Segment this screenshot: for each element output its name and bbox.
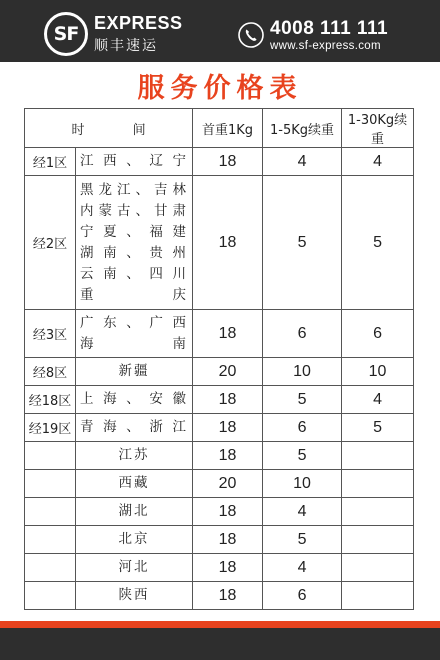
first-weight-price: 18: [193, 176, 263, 310]
region-cell: [76, 442, 193, 470]
zone-cell: 经8区: [25, 358, 76, 386]
footer-band: [0, 624, 440, 660]
region-line: 新疆: [118, 363, 150, 379]
additional-1-30kg-price: [342, 442, 414, 470]
zone-cell: [25, 582, 76, 610]
first-weight-price: 18: [193, 526, 263, 554]
additional-1-30kg-price: [342, 470, 414, 498]
header-additional-1-30kg: 1-30Kg续重: [342, 109, 414, 148]
first-weight-price: 18: [193, 442, 263, 470]
header-time: 时 间: [25, 109, 193, 148]
table-row: [25, 582, 414, 610]
phone-icon: [238, 22, 264, 48]
website-url: www.sf-express.com: [270, 40, 381, 52]
region-line: 湖北: [118, 503, 150, 519]
price-table: [24, 108, 414, 610]
additional-1-30kg-price: 10: [342, 358, 414, 386]
header-first-weight: 首重1Kg: [193, 109, 263, 148]
zone-cell: 经2区: [25, 176, 76, 310]
brand-name-cn: 顺丰速运: [94, 38, 158, 54]
region-line: 海南: [80, 335, 189, 352]
region-line: 江苏: [118, 447, 150, 463]
region-cell: [76, 148, 193, 176]
region-cell: [76, 310, 193, 358]
additional-1-5kg-price: 5: [263, 526, 342, 554]
table-row: [25, 526, 414, 554]
first-weight-price: 18: [193, 310, 263, 358]
region-line: 西藏: [118, 475, 150, 491]
region-line: 黑龙江、吉林: [80, 181, 189, 198]
zone-cell: 经1区: [25, 148, 76, 176]
additional-1-5kg-price: 10: [263, 470, 342, 498]
zone-cell: 经18区: [25, 386, 76, 414]
region-line: 宁夏、福建: [80, 223, 189, 240]
zone-cell: [25, 554, 76, 582]
region-line: 青海、浙江: [80, 419, 189, 435]
table-row: [25, 442, 414, 470]
region-line: 重庆: [80, 286, 189, 303]
first-weight-price: 18: [193, 414, 263, 442]
brand-name-en: EXPRESS: [94, 13, 183, 33]
additional-1-30kg-price: [342, 526, 414, 554]
additional-1-30kg-price: [342, 554, 414, 582]
region-cell: [76, 526, 193, 554]
first-weight-price: 18: [193, 554, 263, 582]
table-row: [25, 414, 414, 442]
zone-cell: [25, 442, 76, 470]
additional-1-5kg-price: 6: [263, 582, 342, 610]
zone-cell: 经3区: [25, 310, 76, 358]
additional-1-30kg-price: 4: [342, 148, 414, 176]
region-line: 内蒙古、甘肃: [80, 202, 189, 219]
region-line: 河北: [118, 559, 150, 575]
table-header-row: [25, 109, 414, 148]
zone-cell: [25, 498, 76, 526]
additional-1-5kg-price: 4: [263, 148, 342, 176]
zone-cell: [25, 470, 76, 498]
first-weight-price: 18: [193, 498, 263, 526]
table-row: [25, 498, 414, 526]
additional-1-30kg-price: 5: [342, 414, 414, 442]
additional-1-30kg-price: 6: [342, 310, 414, 358]
additional-1-5kg-price: 4: [263, 498, 342, 526]
hotline-number: 4008 111 111: [270, 18, 389, 39]
additional-1-30kg-price: 4: [342, 386, 414, 414]
table-row: [25, 148, 414, 176]
table-row: [25, 470, 414, 498]
sf-logo: [44, 12, 88, 56]
additional-1-30kg-price: 5: [342, 176, 414, 310]
region-cell: [76, 386, 193, 414]
region-line: 江西、辽宁: [80, 153, 189, 169]
additional-1-5kg-price: 5: [263, 176, 342, 310]
additional-1-5kg-price: 6: [263, 310, 342, 358]
zone-cell: [25, 526, 76, 554]
region-line: 北京: [118, 531, 150, 547]
page-title: 服务价格表: [137, 73, 303, 104]
footer-accent-stripe: [0, 621, 440, 628]
first-weight-price: 18: [193, 148, 263, 176]
region-cell: [76, 554, 193, 582]
first-weight-price: 20: [193, 358, 263, 386]
header-bar: [0, 0, 440, 62]
additional-1-5kg-price: 6: [263, 414, 342, 442]
header-additional-1-5kg: 1-5Kg续重: [263, 109, 342, 148]
additional-1-30kg-price: [342, 498, 414, 526]
first-weight-price: 18: [193, 582, 263, 610]
region-cell: [76, 470, 193, 498]
additional-1-5kg-price: 5: [263, 386, 342, 414]
region-line: 广东、广西: [80, 314, 189, 331]
zone-cell: 经19区: [25, 414, 76, 442]
region-cell: [76, 498, 193, 526]
region-cell: [76, 176, 193, 310]
logo-text: SF: [53, 23, 79, 45]
region-line: 湖南、贵州: [80, 244, 189, 261]
region-cell: [76, 414, 193, 442]
first-weight-price: 18: [193, 386, 263, 414]
table-row: [25, 310, 414, 358]
region-line: 上海、安徽: [80, 391, 189, 407]
additional-1-5kg-price: 5: [263, 442, 342, 470]
table-row: [25, 554, 414, 582]
region-line: 云南、四川: [80, 265, 189, 282]
additional-1-5kg-price: 4: [263, 554, 342, 582]
additional-1-5kg-price: 10: [263, 358, 342, 386]
region-line: 陕西: [118, 587, 150, 603]
table-row: [25, 358, 414, 386]
additional-1-30kg-price: [342, 582, 414, 610]
region-cell: [76, 358, 193, 386]
table-row: [25, 176, 414, 310]
region-cell: [76, 582, 193, 610]
table-row: [25, 386, 414, 414]
first-weight-price: 20: [193, 470, 263, 498]
